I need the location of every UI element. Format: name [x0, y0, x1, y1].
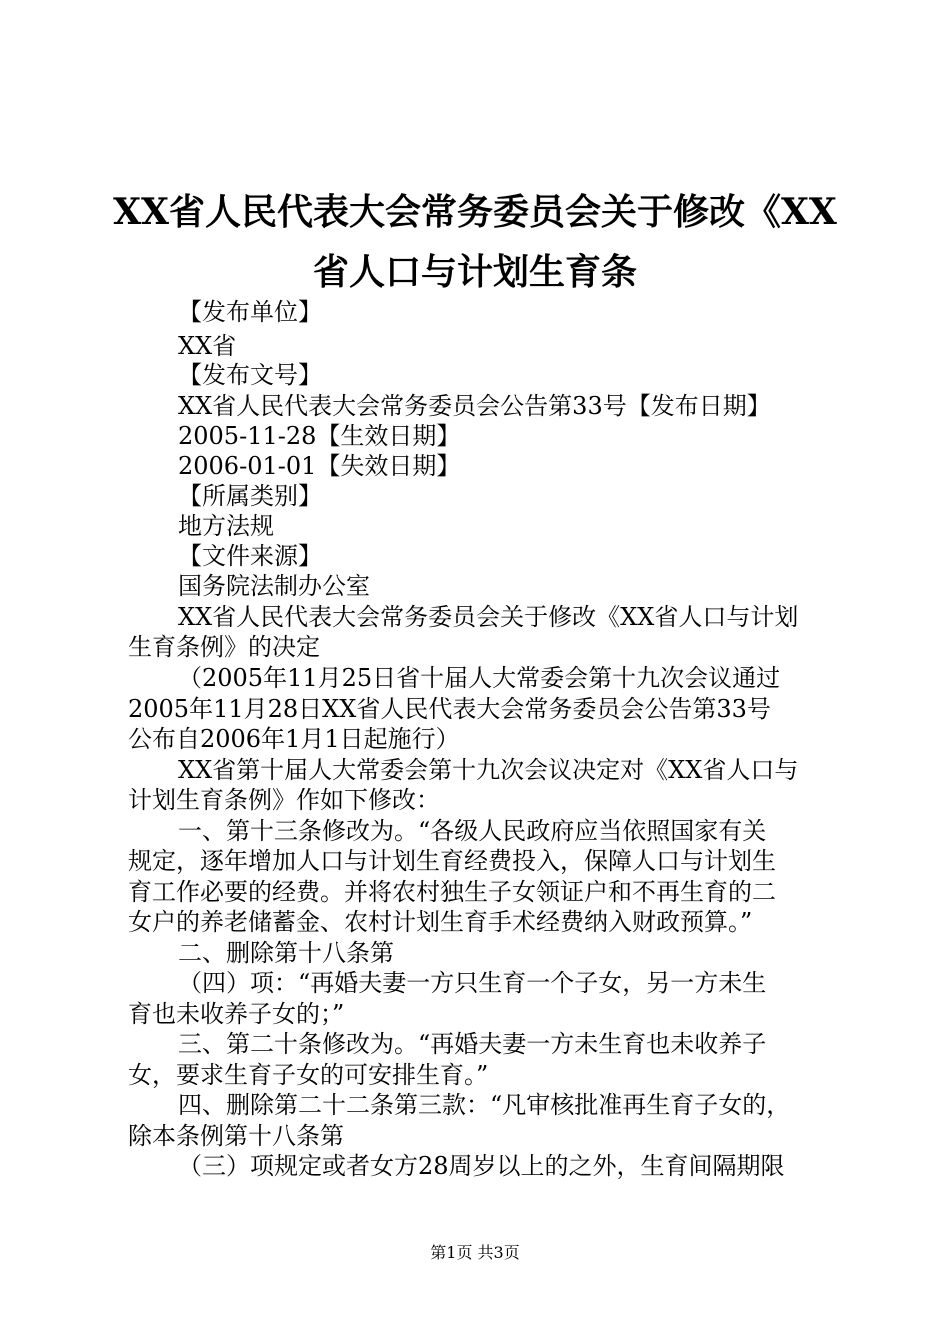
body-line: （2005年11月25日省十届人大常委会第十九次会议通过: [178, 664, 781, 692]
value-publish-date: 2005-11-28【生效日期】: [178, 422, 461, 450]
body-line: 一、第十三条修改为。“各级人民政府应当依照国家有关: [178, 817, 767, 845]
body-line: （三）项规定或者女方28周岁以上的之外，生育间隔期限: [178, 1152, 785, 1180]
value-category: 地方法规: [178, 512, 274, 540]
body-line: 规定，逐年增加人口与计划生育经费投入，保障人口与计划生: [128, 847, 776, 875]
body-line: 女户的养老储蓄金、农村计划生育手术经费纳入财政预算。”: [128, 908, 753, 936]
body-line: 二、删除第十八条第: [178, 939, 394, 967]
document-title-line-2: 省人口与计划生育条: [312, 251, 637, 293]
body-line: 公布自2006年1月1日起施行）: [128, 725, 460, 753]
body-line: 三、第二十条修改为。“再婚夫妻一方未生育也未收养子: [178, 1030, 767, 1058]
body-line: （四）项：“再婚夫妻一方只生育一个子女，另一方未生: [178, 969, 767, 997]
body-line: 计划生育条例》作如下修改：: [128, 786, 440, 814]
value-publisher: XX省: [178, 332, 237, 360]
value-effective-date: 2006-01-01【失效日期】: [178, 452, 461, 480]
body-line: 四、删除第二十二条第三款：“凡审核批准再生育子女的，: [178, 1091, 791, 1119]
value-doc-number: XX省人民代表大会常务委员会公告第33号【发布日期】: [178, 392, 771, 420]
body-line: 育也未收养子女的；”: [128, 1000, 345, 1028]
body-line: 女，要求生育子女的可安排生育。”: [128, 1061, 489, 1089]
body-line: 生育条例》的决定: [128, 633, 320, 661]
body-line: XX省人民代表大会常务委员会关于修改《XX省人口与计划: [178, 603, 799, 631]
page-footer: 第1页 共3页: [430, 1243, 520, 1262]
document-title-line-1: XX省人民代表大会常务委员会关于修改《XX: [113, 191, 837, 233]
body-line: 除本条例第十八条第: [128, 1122, 344, 1150]
value-source: 国务院法制办公室: [178, 572, 370, 600]
label-publisher: 【发布单位】: [178, 298, 322, 326]
body-line: 育工作必要的经费。并将农村独生子女领证户和不再生育的二: [128, 878, 776, 906]
label-source: 【文件来源】: [178, 542, 322, 570]
body-line: XX省第十届人大常委会第十九次会议决定对《XX省人口与: [178, 756, 799, 784]
body-line: 2005年11月28日XX省人民代表大会常务委员会公告第33号: [128, 695, 771, 723]
label-category: 【所属类别】: [178, 482, 322, 510]
label-doc-number: 【发布文号】: [178, 361, 322, 389]
